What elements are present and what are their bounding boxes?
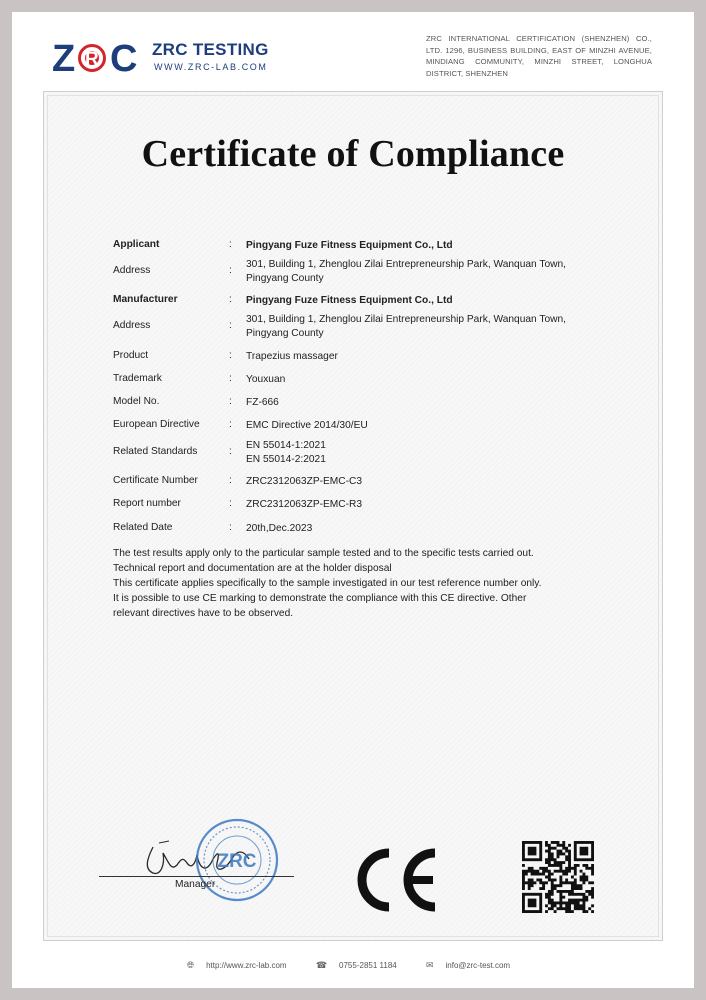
detail-label: Trademark [113, 373, 162, 384]
detail-label: European Directive [113, 419, 200, 430]
detail-label: Product [113, 350, 149, 361]
detail-colon: : [229, 522, 232, 533]
detail-value-line: EN 55014-1:2021 [246, 440, 326, 451]
statement-line: relevant directives have to be observed. [113, 608, 294, 619]
statement-line: The test results apply only to the particular sample tested and to the specific tests carried out. [113, 548, 534, 559]
detail-label: Related Standards [113, 446, 198, 457]
detail-colon: : [229, 265, 232, 276]
detail-value: EMC Directive 2014/30/EU [246, 420, 368, 431]
company-seal-icon [194, 817, 280, 903]
detail-colon: : [229, 294, 232, 305]
qr-code-icon [522, 841, 594, 913]
detail-label: Address [113, 320, 151, 331]
detail-value-line: 301, Building 1, Zhenglou Zilai Entrepreneurship Park, Wanquan Town, [246, 259, 566, 270]
footer-website[interactable]: http://www.zrc-lab.com [206, 961, 287, 970]
svg-text:R: R [85, 49, 99, 70]
ce-mark-icon [349, 847, 441, 913]
brand-url: WWW.ZRC-LAB.COM [154, 62, 268, 72]
detail-colon: : [229, 373, 232, 384]
detail-value: Trapezius massager [246, 351, 338, 362]
detail-value-line: Pingyang County [246, 272, 324, 284]
detail-value-line: Pingyang County [246, 327, 324, 339]
detail-label: Certificate Number [113, 475, 198, 486]
detail-value [246, 258, 626, 285]
certificate-page [12, 12, 694, 988]
detail-value: 20th,Dec.2023 [246, 523, 313, 534]
svg-text:Z: Z [52, 38, 76, 78]
detail-value: ZRC2312063ZP-EMC-R3 [246, 499, 363, 510]
detail-value [246, 439, 626, 466]
svg-text:ZRC: ZRC [217, 851, 257, 872]
footer-email[interactable]: info@zrc-test.com [445, 961, 511, 970]
detail-value: Pingyang Fuze Fitness Equipment Co., Ltd [246, 240, 453, 251]
company-address: ZRC INTERNATIONAL CERTIFICATION (SHENZHEN) CO., LTD. 1296, BUSINESS BUILDING, EAST OF MINZHI AVENUE, MINDIANG COMMUNITY, MINZHI STREET, LONGHUA DISTRICT, SHENZHEN [426, 34, 652, 78]
detail-value: Youxuan [246, 374, 286, 385]
globe-icon: 🌐︎ [186, 960, 195, 970]
certificate-panel [43, 91, 663, 941]
brand-name: ZRC TESTING [152, 40, 269, 59]
statement-line: Technical report and documentation are at the holder disposal [113, 563, 392, 574]
detail-colon: : [229, 419, 232, 430]
compliance-statement [113, 546, 583, 621]
statement-line: It is possible to use CE marking to demonstrate the compliance with this CE directive. Other [113, 593, 527, 604]
detail-colon: : [229, 498, 232, 509]
detail-label: Manufacturer [113, 294, 178, 305]
footer [12, 960, 694, 971]
signature-line [99, 876, 294, 877]
footer-phone: 0755-2851 1184 [339, 961, 397, 970]
statement-line: This certificate applies specifically to the sample investigated in our test reference number only. [113, 578, 542, 589]
certificate-title: Certificate of Compliance [141, 133, 565, 175]
signature-block [99, 827, 319, 927]
detail-colon: : [229, 446, 232, 457]
detail-label: Applicant [113, 239, 160, 250]
mail-icon: ✉ [425, 960, 434, 970]
manager-label: Manager [175, 879, 216, 890]
detail-value [246, 313, 626, 340]
detail-colon: : [229, 350, 232, 361]
detail-label: Report number [113, 498, 181, 509]
detail-label: Address [113, 265, 151, 276]
detail-label: Related Date [113, 522, 173, 533]
detail-colon: : [229, 396, 232, 407]
detail-value: FZ-666 [246, 397, 279, 408]
detail-value: ZRC2312063ZP-EMC-C3 [246, 476, 363, 487]
svg-text:C: C [110, 38, 138, 78]
detail-value: Pingyang Fuze Fitness Equipment Co., Ltd [246, 295, 453, 306]
detail-value-line: 301, Building 1, Zhenglou Zilai Entrepreneurship Park, Wanquan Town, [246, 314, 566, 325]
detail-value-line: EN 55014-2:2021 [246, 453, 326, 465]
detail-colon: : [229, 239, 232, 250]
zrc-logo-icon [52, 34, 148, 78]
phone-icon: ☎ [315, 960, 328, 970]
detail-colon: : [229, 320, 232, 331]
detail-label: Model No. [113, 396, 160, 407]
detail-colon: : [229, 475, 232, 486]
